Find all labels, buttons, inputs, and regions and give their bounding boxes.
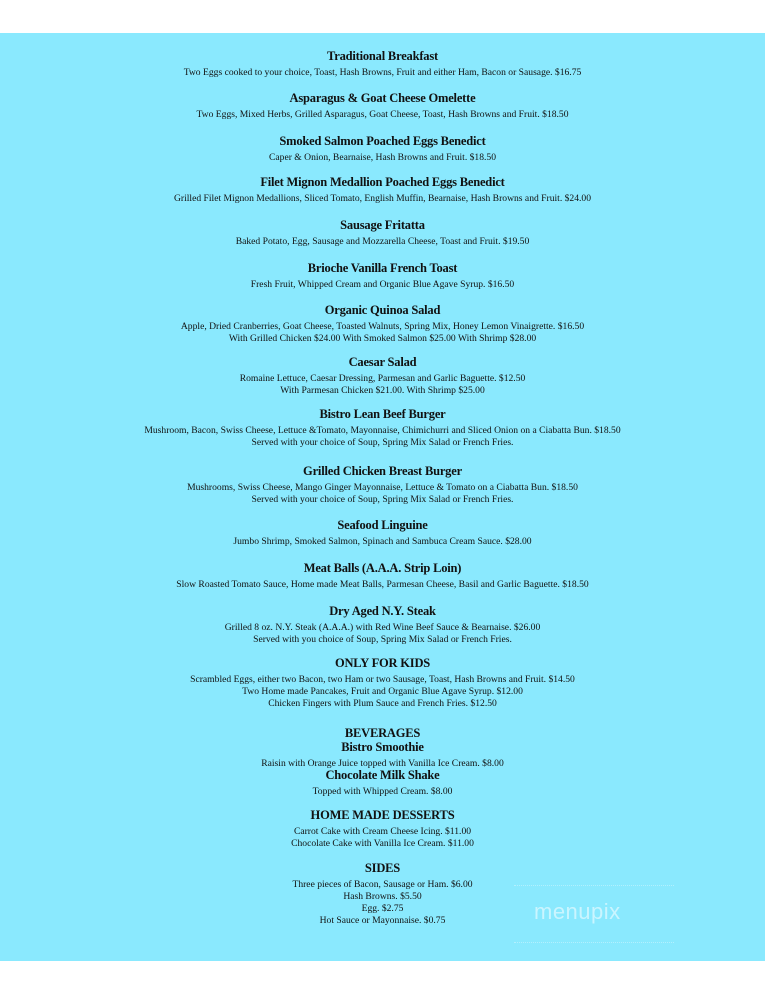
menu-item-title: Caesar Salad xyxy=(348,355,417,369)
menu-item xyxy=(0,175,765,205)
menu-item xyxy=(0,218,765,248)
menu-item-description: Grilled Filet Mignon Medallions, Sliced Tomato, English Muffin, Bearnaise, Hash Browns and Fruit. $24.00 xyxy=(173,193,592,204)
menu-item-description: Served with your choice of Soup, Spring Mix Salad or French Fries. xyxy=(251,437,514,448)
menu-item-title: Meat Balls (A.A.A. Strip Loin) xyxy=(303,561,462,575)
menu-item-description: Scrambled Eggs, either two Bacon, two Ham or two Sausage, Toast, Hash Browns and Fruit. $14.50 xyxy=(190,674,575,685)
menu-item-description: Two Home made Pancakes, Fruit and Organic Blue Agave Syrup. $12.00 xyxy=(242,686,523,697)
menu-item-description: Hash Browns. $5.50 xyxy=(343,891,422,902)
menu-item xyxy=(0,407,765,449)
menu-item-description: Fresh Fruit, Whipped Cream and Organic Blue Agave Syrup. $16.50 xyxy=(250,279,515,290)
menu-item-description: Raisin with Orange Juice topped with Vanilla Ice Cream. $8.00 xyxy=(261,758,504,769)
menu-item-title: Dry Aged N.Y. Steak xyxy=(329,604,436,618)
menu-item xyxy=(0,726,765,741)
menu-item xyxy=(0,49,765,79)
menu-item-title: Grilled Chicken Breast Burger xyxy=(303,464,462,478)
menu-item-title: Organic Quinoa Salad xyxy=(324,303,441,317)
menu-item xyxy=(0,561,765,591)
menu-item-description: Two Eggs, Mixed Herbs, Grilled Asparagus, Goat Cheese, Toast, Hash Browns and Fruit. $18.50 xyxy=(196,109,569,120)
menu-item-description: Mushrooms, Swiss Cheese, Mango Ginger Mayonnaise, Lettuce & Tomato on a Ciabatta Bun. $18.50 xyxy=(187,482,578,493)
menu-item-title: BEVERAGES xyxy=(344,726,421,740)
menu-item-title: HOME MADE DESSERTS xyxy=(310,808,455,822)
menu-item-description: With Grilled Chicken $24.00 With Smoked Salmon $25.00 With Shrimp $28.00 xyxy=(228,333,537,344)
menu-page xyxy=(0,33,765,961)
menu-item-description: Apple, Dried Cranberries, Goat Cheese, Toasted Walnuts, Spring Mix, Honey Lemon Vinaigrette. $16.50 xyxy=(180,321,585,332)
menu-item-description: Carrot Cake with Cream Cheese Icing. $11.00 xyxy=(293,826,472,837)
menu-item-description: Slow Roasted Tomato Sauce, Home made Meat Balls, Parmesan Cheese, Basil and Garlic Baguette. $18.50 xyxy=(176,579,589,590)
menu-item-title: Traditional Breakfast xyxy=(327,49,438,63)
menu-item-title: Bistro Smoothie xyxy=(341,740,424,754)
menu-item-title: Seafood Linguine xyxy=(337,518,428,532)
menu-item-description: Egg. $2.75 xyxy=(361,903,404,914)
menu-item-title: Asparagus & Goat Cheese Omelette xyxy=(289,91,476,105)
menu-item-title: ONLY FOR KIDS xyxy=(334,656,431,670)
menu-item-description: Three pieces of Bacon, Sausage or Ham. $6.00 xyxy=(292,879,473,890)
menu-item xyxy=(0,518,765,548)
menu-item xyxy=(0,134,765,164)
menu-item-description: Two Eggs cooked to your choice, Toast, Hash Browns, Fruit and either Ham, Bacon or Sausage. $16.75 xyxy=(183,67,582,78)
menu-item-description: With Parmesan Chicken $21.00. With Shrimp $25.00 xyxy=(280,385,485,396)
menu-item xyxy=(0,604,765,646)
menu-item-description: Mushroom, Bacon, Swiss Cheese, Lettuce &Tomato, Mayonnaise, Chimichurri and Sliced Onion on a Ciabatta Bun. $18.50 xyxy=(144,425,621,436)
menu-item xyxy=(0,656,765,710)
menu-item-title: Chocolate Milk Shake xyxy=(325,768,440,782)
menu-item xyxy=(0,740,765,770)
menu-item xyxy=(0,808,765,850)
menu-item-title: Brioche Vanilla French Toast xyxy=(307,261,458,275)
menupix-watermark xyxy=(514,875,684,953)
menu-item-description: Jumbo Shrimp, Smoked Salmon, Spinach and Sambuca Cream Sauce. $28.00 xyxy=(233,536,532,547)
menu-item-description: Romaine Lettuce, Caesar Dressing, Parmesan and Garlic Baguette. $12.50 xyxy=(239,373,526,384)
menu-item xyxy=(0,261,765,291)
menu-item xyxy=(0,91,765,121)
menu-item-description: Served with your choice of Soup, Spring Mix Salad or French Fries. xyxy=(251,494,514,505)
menu-item-description: Grilled 8 oz. N.Y. Steak (A.A.A.) with Red Wine Beef Sauce & Bearnaise. $26.00 xyxy=(224,622,541,633)
menu-item-title: Bistro Lean Beef Burger xyxy=(319,407,446,421)
menu-item-description: Chicken Fingers with Plum Sauce and French Fries. $12.50 xyxy=(268,698,497,709)
menu-item-title: Filet Mignon Medallion Poached Eggs Benedict xyxy=(260,175,505,189)
menu-item-description: Baked Potato, Egg, Sausage and Mozzarella Cheese, Toast and Fruit. $19.50 xyxy=(235,236,530,247)
menu-item-description: Chocolate Cake with Vanilla Ice Cream. $11.00 xyxy=(291,838,474,849)
menu-item-title: Smoked Salmon Poached Eggs Benedict xyxy=(279,134,486,148)
menu-item xyxy=(0,768,765,798)
menu-item-description: Topped with Whipped Cream. $8.00 xyxy=(312,786,453,797)
menu-item xyxy=(0,355,765,397)
menu-item-title: SIDES xyxy=(364,861,401,875)
menu-item-description: Hot Sauce or Mayonnaise. $0.75 xyxy=(319,915,446,926)
menu-item-description: Caper & Onion, Bearnaise, Hash Browns and Fruit. $18.50 xyxy=(268,152,497,163)
menu-item-description: Served with you choice of Soup, Spring Mix Salad or French Fries. xyxy=(253,634,512,645)
menu-item xyxy=(0,303,765,345)
menu-item xyxy=(0,464,765,506)
menu-item-title: Sausage Fritatta xyxy=(340,218,425,232)
watermark-text: menupix xyxy=(534,899,621,924)
